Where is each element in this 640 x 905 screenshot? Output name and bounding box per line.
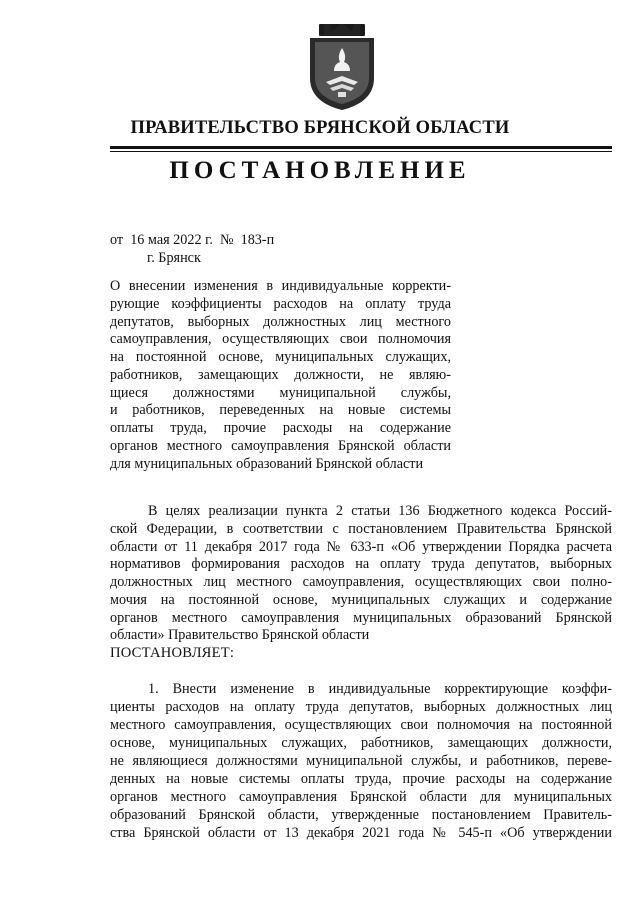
item-line: основе, муниципальных служащих, работников, замещающих должности, — [110, 735, 612, 752]
item-line: денных на новые системы оплаты труда, прочие расходы на содержание — [110, 771, 612, 788]
subject-line: самоуправления, осуществляющих свои полномочия — [110, 331, 451, 348]
preamble-line: области» Правительство Брянской области — [110, 627, 370, 644]
date-number-line: от 16 мая 2022 г. № 183-п — [110, 232, 275, 248]
item-1-paragraph — [110, 680, 612, 842]
subject-line: депутатов, выборных должностных лиц местного — [110, 313, 451, 330]
subject-line: рующие коэффициенты расходов на оплату труда — [110, 295, 451, 312]
item-line: ства Брянской области от 13 декабря 2021 года № 545-п «Об утверждении — [110, 825, 612, 842]
preamble-line: нормативов формирования расходов на оплату труда депутатов, выборных — [110, 556, 612, 573]
item-line: органов местного самоуправления Брянской области для муниципальных — [110, 789, 612, 806]
bryansk-coat-of-arms-icon — [304, 24, 380, 110]
preamble-line: области от 11 декабря 2017 года № 633-п «Об утверждении Порядка расчета — [110, 538, 612, 555]
preamble-line: мочия на постоянной основе, муниципальных служащих и содержание — [110, 591, 612, 608]
city-line: г. Брянск — [147, 250, 201, 266]
subject-line: оплаты труда, прочие расходы на содержание — [110, 420, 451, 436]
subject-block — [110, 278, 451, 473]
header-rule-thin — [110, 151, 612, 152]
header-rule-thick — [110, 146, 612, 149]
subject-line: для муниципальных образований Брянской области — [110, 455, 424, 472]
subject-line: на постоянной основе, муниципальных служащих, — [110, 349, 451, 365]
subject-line: органов местного самоуправления Брянской области — [110, 437, 451, 454]
preamble-line: органов местного самоуправления муниципальных образований Брянской — [110, 609, 612, 626]
document-type-title: ПОСТАНОВЛЕНИЕ — [169, 157, 471, 184]
resolves-heading: ПОСТАНОВЛЯЕТ: — [110, 645, 235, 661]
item-line: не являющиеся должностями муниципальной службы, и работников, переве- — [110, 753, 612, 770]
item-line: 1. Внести изменение в индивидуальные корректирующие коэффи- — [148, 681, 612, 697]
item-line: образований Брянской области, утвержденные постановлением Правитель- — [110, 807, 612, 824]
preamble-line: должностных лиц местного самоуправления, осуществляющих свои полно- — [110, 574, 612, 590]
preamble-line: ской Федерации, в соответствии с постановлением Правительства Брянской — [110, 520, 612, 537]
subject-line: щиеся должностями муниципальной службы, — [110, 384, 451, 401]
subject-line: О внесении изменения в индивидуальные корректи- — [110, 278, 451, 294]
subject-line: и работников, переведенных на новые системы — [110, 402, 451, 419]
item-line: циенты расходов на оплату труда депутатов, выборных должностных лиц — [110, 699, 612, 716]
preamble-line: В целях реализации пункта 2 статьи 136 Бюджетного кодекса Россий- — [148, 503, 612, 519]
government-name: ПРАВИТЕЛЬСТВО БРЯНСКОЙ ОБЛАСТИ — [130, 118, 510, 138]
preamble-paragraph — [110, 503, 612, 645]
item-line: местного самоуправления, осуществляющих свои полномочия на постоянной — [110, 717, 612, 734]
subject-line: работников, замещающих должности, не являю- — [110, 366, 451, 383]
